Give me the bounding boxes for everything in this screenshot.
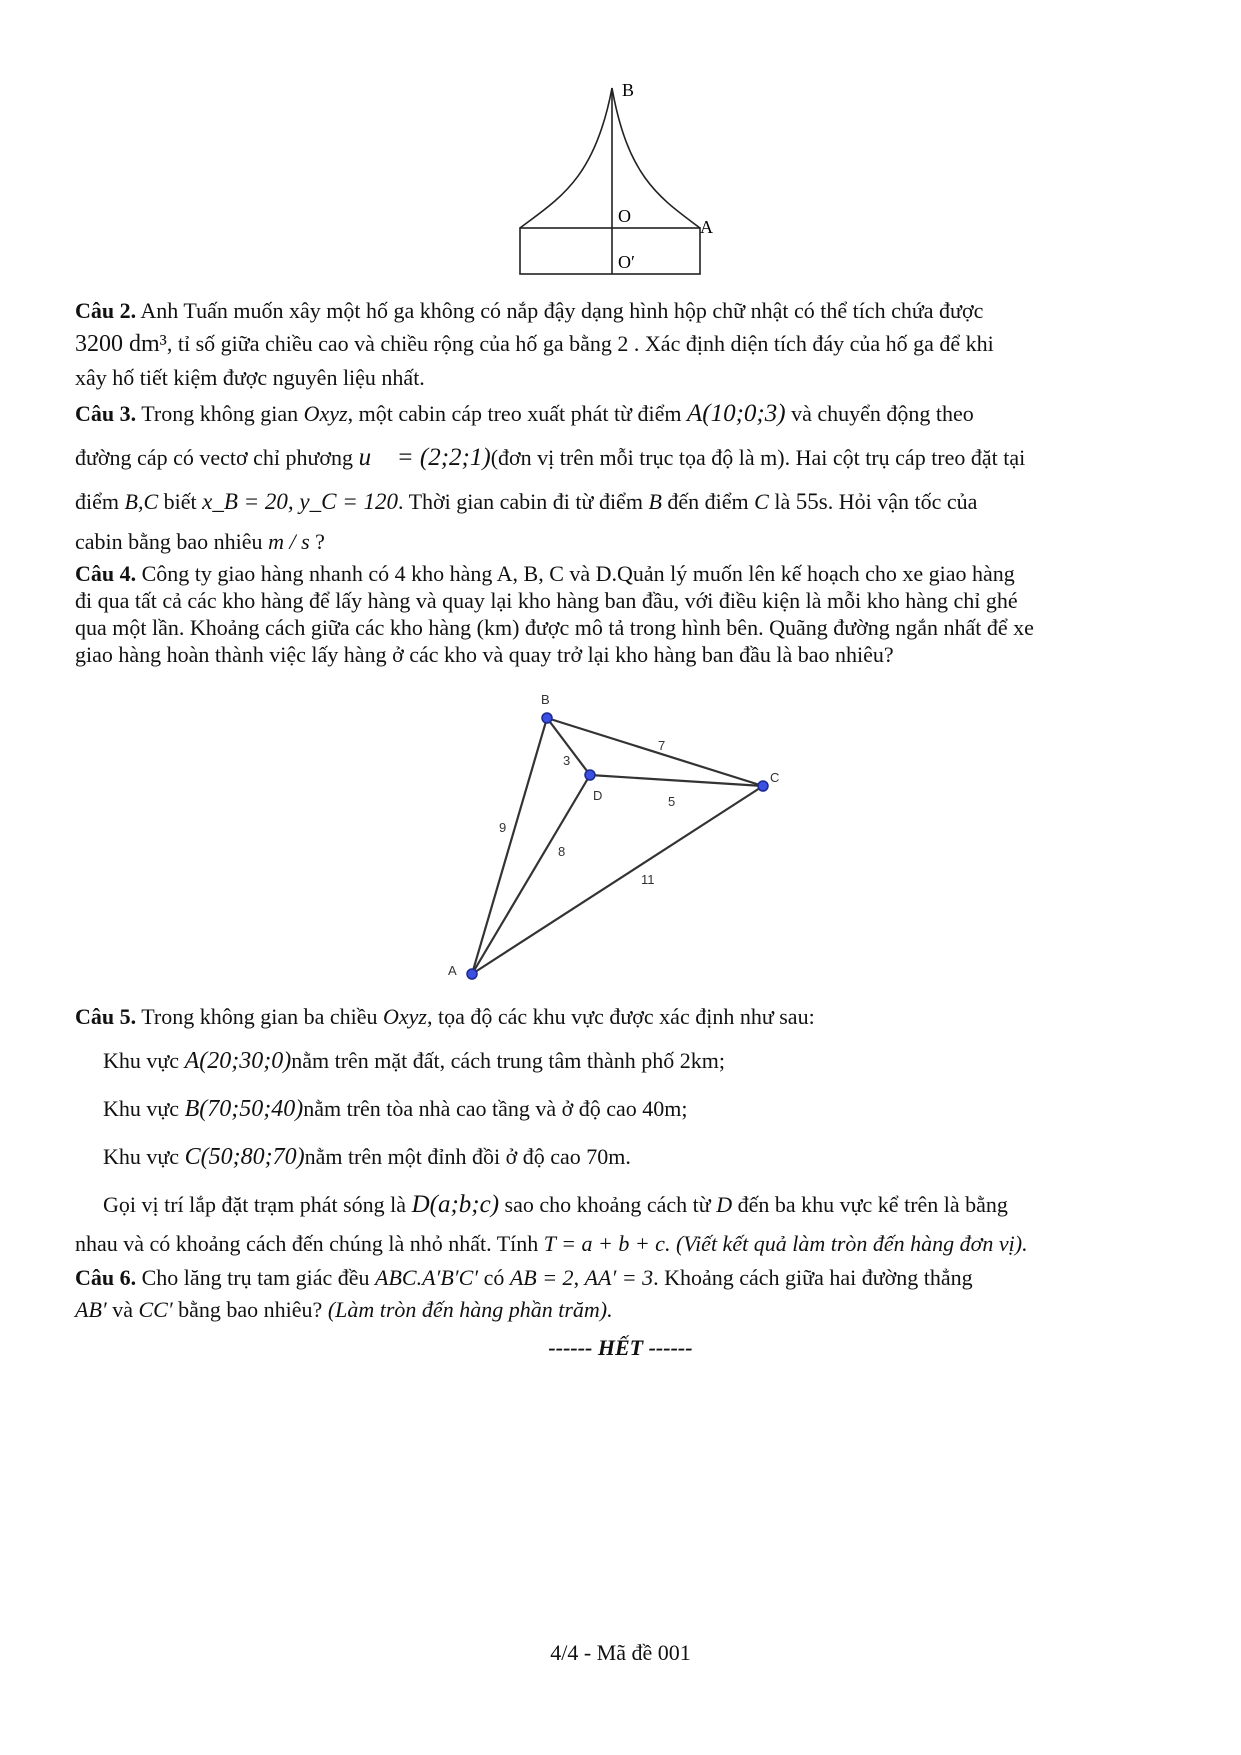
q4-line1: Câu 4. Công ty giao hàng nhanh có 4 kho hàng A, B, C và D.Quản lý muốn lên kế hoạch cho xe giao hàng: [75, 561, 1015, 586]
node-d: [585, 770, 595, 780]
q5-area-b: Khu vực B(70;50;40)nằm trên tòa nhà cao tầng và ở độ cao 40m;: [103, 1096, 688, 1122]
node-label-c: C: [770, 770, 780, 785]
q6-line1: Câu 6. Cho lăng trụ tam giác đều ABC.A′B′C′ có AB = 2, AA′ = 3. Khoảng cách giữa hai đường thẳng: [75, 1265, 973, 1290]
weight-a-b: 9: [499, 820, 507, 835]
edge-a-d: [472, 775, 590, 974]
q5-area-a: Khu vực A(20;30;0)nằm trên mặt đất, cách trung tâm thành phố 2km;: [103, 1048, 725, 1074]
edge-b-c: [547, 718, 763, 786]
q5-para-line2: nhau và có khoảng cách đến chúng là nhỏ nhất. Tính T = a + b + c. (Viết kết quả làm tròn đến hàng đơn vị).: [75, 1231, 1028, 1256]
q2-line2: 3200 dm³, tỉ số giữa chiều cao và chiều rộng của hố ga bằng 2 . Xác định diện tích đáy của hố ga để khi: [75, 331, 994, 357]
node-b: [542, 713, 552, 723]
edge-a-c: [472, 786, 763, 974]
q2-volume: 3200 dm³: [75, 331, 167, 357]
question-6: [75, 1262, 1170, 1326]
page-footer: 4/4 - Mã đề 001: [550, 1640, 691, 1665]
q2-line1: Câu 2. Anh Tuấn muốn xây một hố ga không có nắp đậy dạng hình hộp chữ nhật có thể tích chứa được: [75, 298, 984, 323]
q5-para-line1: Gọi vị trí lắp đặt trạm phát sóng là D(a;b;c) sao cho khoảng cách từ D đến ba khu vực kể trên là bằng: [103, 1191, 1008, 1218]
q4-line2: đi qua tất cả các kho hàng để lấy hàng và quay lại kho hàng ban đầu, với điều kiện là mỗi kho hàng chỉ ghé: [75, 588, 1018, 613]
q3-line4: cabin bằng bao nhiêu m / s ?: [75, 529, 325, 554]
node-label-a: A: [448, 963, 457, 978]
q3-line2: đường cáp có vectơ chỉ phương u⃗ = (2;2;1)(đơn vị trên mỗi trục tọa độ là m). Hai cột trụ cáp treo đặt tại: [75, 444, 1026, 471]
label-a: A: [700, 217, 713, 237]
weight-b-d: 3: [563, 753, 571, 768]
end-mark: ------ HẾT ------: [548, 1335, 693, 1360]
node-a: [467, 969, 477, 979]
weight-d-c: 5: [668, 794, 676, 809]
q6-line2: AB′ và CC′ bằng bao nhiêu? (Làm tròn đến hàng phần trăm).: [75, 1297, 613, 1322]
tower-figure: [500, 78, 740, 288]
weight-a-c: 11: [641, 872, 655, 887]
q2-number: Câu 2.: [75, 298, 137, 323]
node-c: [758, 781, 768, 791]
q4-line3: qua một lần. Khoảng cách giữa các kho hàng (km) được mô tả trong hình bên. Quãng đường ngắn nhất để xe: [75, 615, 1034, 640]
question-5: Câu 5. Trong không gian ba chiều Oxyz, tọa độ các khu vực được xác định như sau:: [75, 1004, 815, 1029]
weight-b-c: 7: [658, 738, 666, 753]
q3-line1: Câu 3. Trong không gian Oxyz, một cabin cáp treo xuất phát từ điểm A(10;0;3) và chuyển động theo: [75, 400, 974, 427]
node-label-d: D: [593, 788, 603, 803]
edge-a-b: [472, 718, 547, 974]
question-2: [75, 294, 1170, 394]
label-o-prime: O′: [618, 252, 635, 272]
q4-line4: giao hàng hoàn thành việc lấy hàng ở các kho và quay trở lại kho hàng ban đầu là bao nhiêu?: [75, 642, 894, 667]
q2-line3: xây hố tiết kiệm được nguyên liệu nhất.: [75, 365, 425, 390]
q5-area-c: Khu vực C(50;80;70)nằm trên một đỉnh đồi ở độ cao 70m.: [103, 1144, 631, 1170]
q3-line3: điểm B,C biết x_B = 20, y_C = 120. Thời gian cabin đi từ điểm B đến điểm C là 55s. Hỏi vận tốc của: [75, 489, 978, 514]
question-4: [75, 560, 1170, 668]
warehouse-graph: [430, 690, 790, 990]
edge-d-c: [590, 775, 763, 786]
question-3: [75, 392, 1170, 560]
label-o: O: [618, 206, 631, 226]
label-b: B: [622, 80, 635, 100]
node-label-b: B: [541, 692, 550, 707]
weight-a-d: 8: [558, 844, 566, 859]
